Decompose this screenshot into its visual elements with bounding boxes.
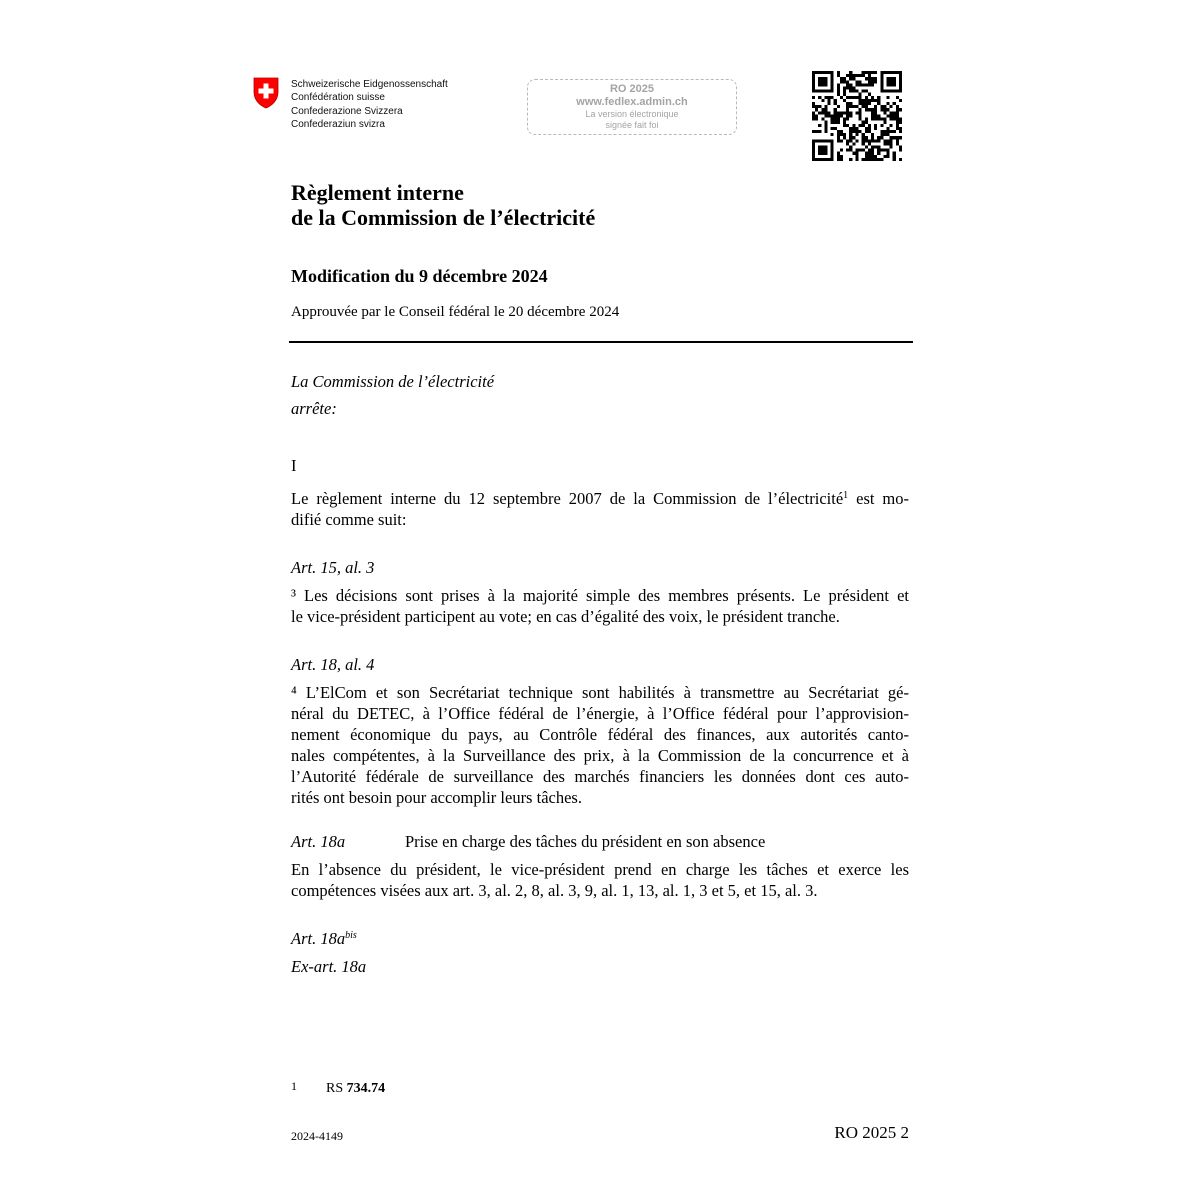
modification-date: Modification du 9 décembre 2024 [291, 266, 548, 286]
intro-text-2: est mo- [856, 489, 909, 508]
art18a-line: En l’absence du président, le vice-président prend en charge les tâches et exerce les [291, 860, 909, 879]
art18abis-heading [291, 928, 357, 949]
art15-text [291, 585, 909, 627]
page-reference: RO 2025 2 [834, 1123, 909, 1142]
title-line-2: de la Commission de l’électricité [291, 205, 596, 230]
section-number: I [291, 456, 297, 475]
art15-heading: Art. 15, al. 3 [291, 558, 375, 577]
swiss-cross-icon [253, 77, 279, 109]
footnote-prefix: RS [326, 1081, 347, 1096]
approval-note: Approuvée par le Conseil fédéral le 20 décembre 2024 [291, 304, 620, 320]
intro-paragraph [291, 488, 909, 530]
title-divider [289, 341, 913, 343]
confederation-name-fr: Confédération suisse [291, 92, 385, 104]
art18-line: rités ont besoin pour accomplir leurs tâches. [291, 788, 582, 807]
confederation-name-it: Confederazione Svizzera [291, 105, 403, 117]
art18a-title: Prise en charge des tâches du président en son absence [405, 832, 766, 851]
electronic-version-stamp [527, 79, 737, 135]
art18-heading: Art. 18, al. 4 [291, 655, 375, 674]
art15-line: ³ Les décisions sont prises à la majorité simple des membres présents. Le président et [291, 586, 909, 605]
footnote-ref: 1 [843, 490, 849, 501]
document-title [291, 180, 595, 230]
art18-line: ⁴ L’ElCom et son Secrétariat technique sont habilités à transmettre au Secrétariat gé- [291, 683, 909, 702]
document-id: 2024-4149 [291, 1129, 343, 1143]
art18a-text [291, 859, 909, 901]
stamp-note-2: signée fait foi [605, 120, 659, 130]
stamp-note-1: La version électronique [585, 109, 679, 119]
art18-line: nement économique du pays, au Contrôle fédéral des finances, aux autorités canto- [291, 725, 909, 744]
art18abis-heading-text: Art. 18a [291, 929, 346, 948]
art18a-line: compétences visées aux art. 3, al. 2, 8, al. 3, 9, al. 1, 13, al. 1, 3 et 5, et 15, al. 3. [291, 881, 818, 900]
confederation-names [291, 78, 448, 132]
art18-line: l’Autorité fédérale de surveillance des marchés financiers les données dont ces auto- [291, 767, 909, 786]
art18abis-sup: bis [345, 930, 357, 941]
art18-line: nales compétentes, à la Surveillance des prix, à la Commission de la concurrence et à [291, 746, 909, 765]
stamp-ro: RO 2025 [609, 83, 655, 95]
confederation-name-de: Schweizerische Eidgenossenschaft [291, 79, 448, 90]
art18-line: néral du DETEC, à l’Office fédéral de l’énergie, à l’Office fédéral pour l’approvision- [291, 704, 909, 723]
qr-code-icon [812, 71, 902, 161]
art18a-heading: Art. 18a [291, 832, 346, 851]
footnote-number: 1 [291, 1079, 297, 1093]
stamp-url: www.fedlex.admin.ch [576, 96, 688, 108]
title-line-1: Règlement interne [291, 180, 464, 205]
decree-word: arrête: [291, 399, 337, 418]
footnote [291, 1079, 385, 1097]
issuing-authority: La Commission de l’électricité [291, 372, 495, 391]
art15-line: le vice-président participent au vote; en cas d’égalité des voix, le président tranche. [291, 607, 840, 626]
confederation-name-rm: Confederaziun svizra [291, 119, 385, 131]
footnote-ref-number: 734.74 [346, 1081, 386, 1096]
art18-text [291, 682, 909, 808]
art18abis-text: Ex-art. 18a [291, 957, 367, 976]
intro-text-1: Le règlement interne du 12 septembre 2007 de la Commission de l’électricité [291, 489, 844, 508]
intro-line-1 [291, 488, 909, 509]
intro-line-2: difié comme suit: [291, 510, 407, 529]
